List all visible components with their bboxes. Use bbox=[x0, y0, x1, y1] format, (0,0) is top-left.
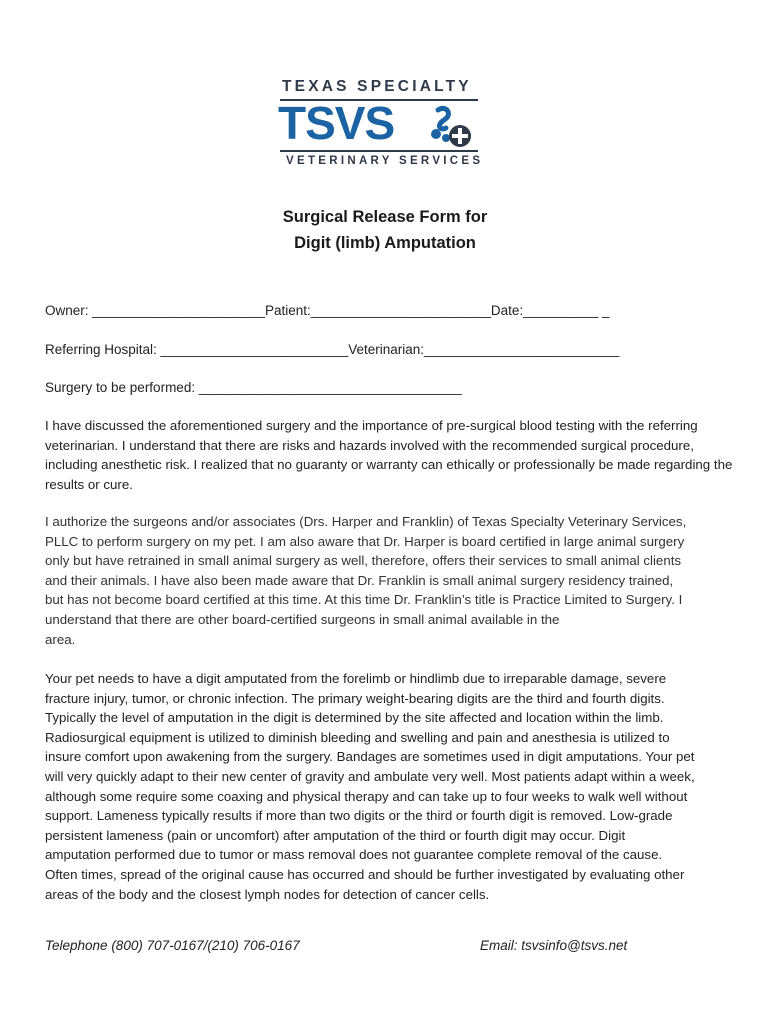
text-line: amputation performed due to tumor or mass removal does not guarantee complete removal of the cause. bbox=[45, 847, 663, 863]
text-line: understand that there are other board-certified surgeons in small animal available in the bbox=[45, 611, 560, 627]
footer-email: Email: tsvsinfo@tsvs.net bbox=[480, 938, 628, 953]
logo-top-text: TEXAS SPECIALTY bbox=[282, 78, 472, 95]
text-line: areas of the body and the closest lymph nodes for detection of cancer cells. bbox=[45, 886, 490, 902]
form-title-line-2: Digit (limb) Amputation bbox=[294, 234, 476, 252]
text-line: only but have retrained in small animal surgery as well, therefore, offers their services to small animal clients bbox=[45, 553, 682, 569]
form-title-line-1: Surgical Release Form for bbox=[282, 208, 488, 226]
authorization-paragraph bbox=[45, 512, 735, 649]
procedure-description-paragraph bbox=[45, 669, 735, 904]
text-line: and their animals. I have also been made aware that Dr. Franklin is small animal surgery residency trained, bbox=[45, 572, 674, 588]
text-line: Radiosurgical equipment is utilized to diminish bleeding and swelling and pain and anesthesia is utilized to bbox=[45, 729, 670, 745]
text-line: fracture injury, tumor, or chronic infection. The primary weight-bearing digits are the third and fourth digits. bbox=[45, 690, 665, 706]
text-line: PLLC to perform surgery on my pet. I am also aware that Dr. Harper is board certified in large animal surgery bbox=[45, 533, 685, 549]
logo-bottom-text: VETERINARY SERVICES bbox=[286, 155, 484, 167]
logo-bottom-rule bbox=[280, 150, 478, 152]
hospital-veterinarian-row[interactable]: Referring Hospital: _________________________Veterinarian:__________________________ bbox=[45, 342, 620, 357]
paw-cross-icon bbox=[428, 104, 476, 150]
footer-telephone: Telephone (800) 707-0167/(210) 706-0167 bbox=[45, 938, 300, 953]
text-line: but has not become board certified at this time. At this time Dr. Franklin’s title is Practice Limited to Surgery. I bbox=[45, 592, 683, 608]
text-line: I authorize the surgeons and/or associates (Drs. Harper and Franklin) of Texas Specialty Veterinary Services, bbox=[45, 514, 687, 529]
text-line: will very quickly adapt to their new center of gravity and ambulate very well. Most patients adapt within a week, bbox=[45, 768, 695, 784]
text-line: area. bbox=[45, 631, 76, 647]
owner-patient-date-row[interactable]: Owner: _______________________Patient:________________________Date:__________ _ bbox=[45, 303, 610, 318]
surgery-to-be-performed-row[interactable]: Surgery to be performed: ___________________________________ bbox=[45, 380, 462, 395]
company-logo bbox=[270, 78, 490, 174]
text-line: support. Lameness typically results if more than two digits or the third or fourth digit is removed. Low-grade bbox=[45, 808, 673, 824]
text-line: Your pet needs to have a digit amputated from the forelimb or hindlimb due to irreparable damage, severe bbox=[45, 671, 667, 686]
text-line: Typically the level of amputation in the digit is determined by the site affected and location within the limb. bbox=[45, 710, 664, 726]
text-line: although some require some coaxing and physical therapy and can take up to four weeks to walk well without bbox=[45, 788, 688, 804]
text-line: persistent lameness (pain or uncomfort) after amputation of the third or fourth digit may occur. Digit bbox=[45, 827, 626, 843]
text-line: Often times, spread of the original cause has occurred and should be further investigated by evaluating other bbox=[45, 866, 685, 882]
logo-main-text: TSVS bbox=[278, 97, 395, 149]
text-line: insure comfort upon awakening from the surgery. Bandages are sometimes used in digit amputations. Your pet bbox=[45, 749, 695, 765]
consent-paragraph: I have discussed the aforementioned surgery and the importance of pre-surgical blood testing with the referring veterinarian. I understand that there are risks and hazards involved with the recommended surgical procedure, including anesthetic risk. I realized that no guaranty or warranty can ethically or professionally be made regarding the results or cure. bbox=[45, 418, 733, 492]
